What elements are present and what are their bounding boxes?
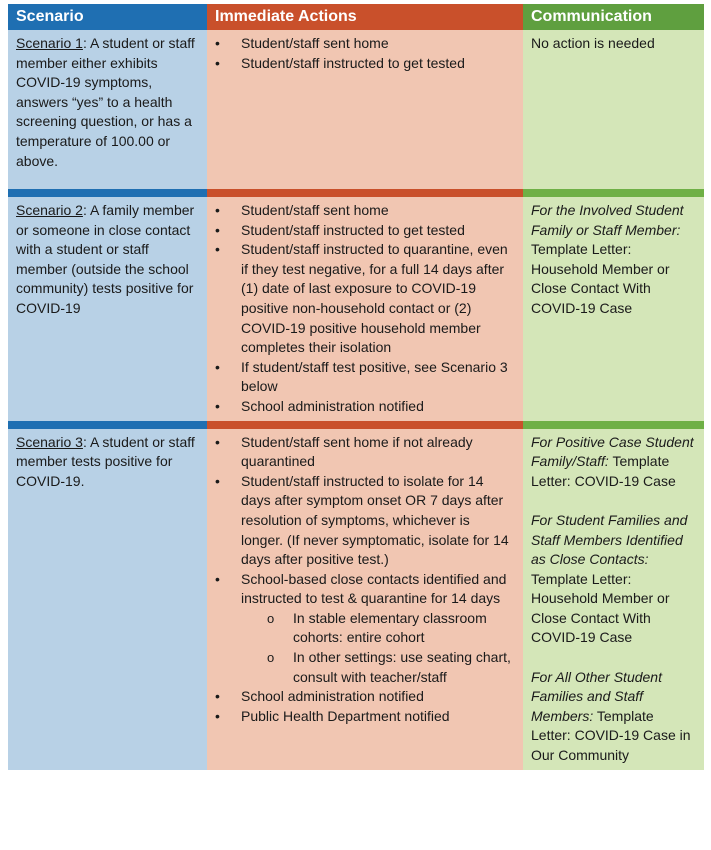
scenario-cell: [8, 429, 207, 770]
list-item: • Student/staff sent home: [215, 34, 515, 54]
bullet-icon: •: [215, 54, 220, 71]
actions-list: [215, 201, 515, 417]
communication-text: No action is needed: [531, 35, 655, 51]
circle-bullet-icon: o: [267, 610, 275, 626]
communication-block: For Positive Case Student Family/Staff: Template Letter: COVID-19 Case: [531, 433, 694, 489]
bullet-icon: •: [215, 202, 220, 218]
header-scenario: Scenario: [8, 4, 207, 30]
circle-bullet-icon: o: [267, 650, 275, 666]
list-item: • School administration notified: [215, 687, 515, 707]
list-item: • Public Health Department notified: [215, 707, 515, 727]
actions-cell: [207, 429, 523, 770]
bullet-icon: •: [215, 397, 220, 414]
communication-audience: For All Other Student Families and Staff Members: [531, 668, 662, 724]
list-item: o In other settings: use seating chart, consult with teacher/staff: [267, 649, 511, 685]
actions-cell: [207, 30, 523, 189]
scenario-text: : A student or staff member tests positive for COVID-19.: [16, 433, 195, 489]
scenario-text: : A student or staff member either exhibits COVID-19 symptoms, answers “yes” to a health screening question, or has a temperature of 100.00 or above.: [16, 35, 195, 169]
list-item: • Student/staff instructed to get tested: [215, 221, 515, 241]
template-letter: Template Letter: Household Member or Close Contact With COVID-19 Case: [531, 570, 670, 646]
scenario-label: Scenario 2: [16, 202, 83, 218]
bullet-icon: •: [215, 570, 220, 587]
table-row: [8, 429, 704, 770]
actions-list: [215, 687, 515, 726]
header-communication: Communication: [523, 4, 704, 30]
row-separator: [8, 189, 704, 197]
list-item: • Student/staff sent home if not already quarantined: [215, 433, 473, 470]
list-item: • Student/staff instructed to get tested: [215, 54, 515, 74]
communication-block: For All Other Student Families and Staff Members: Template Letter: COVID-19 Case in Our Community: [531, 668, 691, 764]
scenario-label: Scenario 1: [16, 35, 83, 51]
table-row: [8, 197, 704, 421]
actions-cell: [207, 197, 523, 421]
communication-audience: For Positive Case Student Family/Staff: [531, 433, 694, 470]
bullet-icon: •: [215, 688, 220, 705]
scenario-text: : A family member or someone in close contact with a student or staff member (outside the school community) tests positive for COVID-19: [16, 202, 195, 316]
header-immediate-actions: Immediate Actions: [207, 4, 523, 30]
bullet-icon: •: [215, 433, 220, 450]
bullet-icon: •: [215, 221, 220, 238]
list-item: o In stable elementary classroom cohorts: entire cohort: [267, 609, 487, 646]
bullet-icon: •: [215, 472, 220, 489]
list-item: • Student/staff instructed to quarantine, even if they test negative, for a full 14 days after (1) date of last exposure to COVID-19 positive non-household contact or (2) COVID-19 positive household member completes their isolation: [215, 241, 508, 356]
communication-cell: [523, 429, 704, 770]
covid-scenario-table: [8, 4, 704, 770]
table-row: [8, 30, 704, 189]
communication-cell: [523, 30, 704, 189]
bullet-icon: •: [215, 707, 220, 724]
template-letter: Template Letter: COVID-19 Case: [531, 453, 676, 489]
actions-list: [215, 34, 515, 73]
scenario-cell: [8, 197, 207, 421]
bullet-icon: •: [215, 241, 220, 258]
list-item: • School administration notified: [215, 397, 515, 417]
table-header-row: [8, 4, 704, 30]
communication-block: For Student Families and Staff Members Identified as Close Contacts: Template Letter: Household Member or Close Contact With COVID-19 Case: [531, 511, 688, 646]
template-letter: Template Letter: COVID-19 Case in Our Community: [531, 707, 691, 764]
actions-list: [215, 433, 515, 609]
scenario-label: Scenario 3: [16, 433, 83, 450]
communication-audience: For Student Families and Staff Members Identified as Close Contacts: [531, 511, 688, 568]
list-item: • If student/staff test positive, see Scenario 3 below: [215, 358, 508, 395]
communication-audience: For the Involved Student Family or Staff Member: [531, 202, 684, 238]
bullet-icon: •: [215, 358, 220, 375]
list-item: • School-based close contacts identified and instructed to test & quarantine for 14 days: [215, 570, 507, 607]
list-item: • Student/staff sent home: [215, 201, 515, 221]
bullet-icon: •: [215, 35, 220, 51]
template-letter: Template Letter: Household Member or Close Contact With COVID-19 Case: [531, 241, 670, 316]
sub-actions-list: [215, 609, 515, 687]
communication-cell: [523, 197, 704, 421]
communication-block: For the Involved Student Family or Staff Member: Template Letter: Household Member or Close Contact With COVID-19 Case: [531, 202, 684, 316]
list-item: • Student/staff instructed to isolate for 14 days after symptom onset OR 7 days after resolution of symptoms, whichever is longer. (If never symptomatic, isolate for 14 days after positive test.): [215, 472, 509, 568]
row-separator: [8, 421, 704, 429]
scenario-cell: [8, 30, 207, 189]
